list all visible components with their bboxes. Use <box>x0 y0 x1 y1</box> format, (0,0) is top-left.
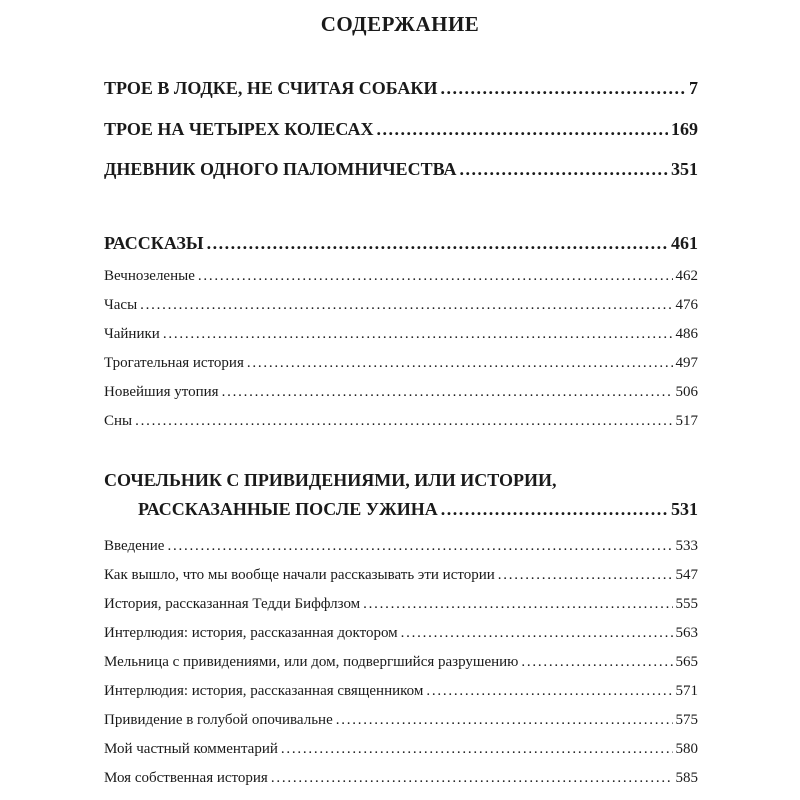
toc-entry-page: 486 <box>675 326 698 342</box>
toc-entry-minor[interactable] <box>104 413 698 430</box>
toc-section-title-line1[interactable]: СОЧЕЛЬНИК С ПРИВИДЕНИЯМИ, ИЛИ ИСТОРИИ, <box>104 470 557 490</box>
toc-entry-major[interactable] <box>104 159 698 180</box>
dot-leader <box>441 499 668 520</box>
dot-leader <box>498 567 673 584</box>
toc-entry-page: 517 <box>675 413 698 429</box>
toc-entry-page: 7 <box>689 78 698 98</box>
toc-entry-page: 476 <box>675 297 698 313</box>
toc-entry-minor[interactable] <box>104 625 698 642</box>
toc-entry-title: Чайники <box>104 326 160 342</box>
toc-entry-title: Мой частный комментарий <box>104 741 278 757</box>
dot-leader <box>440 78 686 99</box>
toc-entry-page: 533 <box>675 538 698 554</box>
toc-entry-minor[interactable] <box>104 741 698 758</box>
toc-entry-minor[interactable] <box>104 326 698 343</box>
toc-entry-page: 506 <box>675 384 698 400</box>
dot-leader <box>198 268 673 285</box>
toc-entry-minor[interactable] <box>104 268 698 285</box>
dot-leader <box>140 297 672 314</box>
toc-section-christmas[interactable] <box>138 499 698 520</box>
toc-entry-title: Моя собственная история <box>104 770 268 786</box>
dot-leader <box>163 326 673 343</box>
toc-entry-title: Как вышло, что мы вообще начали рассказывать эти истории <box>104 567 495 583</box>
toc-entry-title: Новейшия утопия <box>104 384 219 400</box>
toc-entry-page: 351 <box>671 159 698 179</box>
toc-entry-page: 585 <box>675 770 698 786</box>
dot-leader <box>377 119 668 140</box>
dot-leader <box>521 654 672 671</box>
toc-entry-page: 555 <box>675 596 698 612</box>
toc-entry-minor[interactable] <box>104 355 698 372</box>
dot-leader <box>222 384 673 401</box>
toc-entry-minor[interactable] <box>104 567 698 584</box>
toc-entry-page: 169 <box>671 119 698 139</box>
toc-section-title: РАССКАЗЫ <box>104 233 204 253</box>
toc-entry-page: 575 <box>675 712 698 728</box>
dot-leader <box>426 683 672 700</box>
dot-leader <box>336 712 673 729</box>
toc-entry-title: Интерлюдия: история, рассказанная священником <box>104 683 424 699</box>
toc-entry-minor[interactable] <box>104 297 698 314</box>
toc-entry-title: ДНЕВНИК ОДНОГО ПАЛОМНИЧЕСТВА <box>104 159 457 179</box>
toc-entry-minor[interactable] <box>104 654 698 671</box>
toc-entry-minor[interactable] <box>104 538 698 555</box>
toc-entry-major[interactable] <box>104 119 698 140</box>
dot-leader <box>363 596 672 613</box>
toc-entry-minor[interactable] <box>104 384 698 401</box>
toc-entry-title: Мельница с привидениями, или дом, подвергшийся разрушению <box>104 654 519 670</box>
toc-entry-page: 565 <box>675 654 698 670</box>
toc-entry-title: История, рассказанная Тедди Биффлзом <box>104 596 361 612</box>
dot-leader <box>459 159 668 180</box>
toc-entry-page: 571 <box>675 683 698 699</box>
toc-entry-page: 563 <box>675 625 698 641</box>
toc-entry-title: Трогательная история <box>104 355 244 371</box>
dot-leader <box>135 413 672 430</box>
toc-entry-page: 497 <box>675 355 698 371</box>
toc-entry-title: Интерлюдия: история, рассказанная доктором <box>104 625 398 641</box>
toc-section-stories[interactable] <box>104 233 698 254</box>
toc-entry-title: ТРОЕ НА ЧЕТЫРЕХ КОЛЕСАХ <box>104 119 374 139</box>
toc-entry-title: Введение <box>104 538 165 554</box>
toc-entry-minor[interactable] <box>104 683 698 700</box>
toc-entry-page: 580 <box>675 741 698 757</box>
page-title: СОДЕРЖАНИЕ <box>320 12 480 36</box>
toc-entry-title: ТРОЕ В ЛОДКЕ, НЕ СЧИТАЯ СОБАКИ <box>104 78 438 98</box>
toc-entry-title: Сны <box>104 413 133 429</box>
toc-section-page: 461 <box>671 233 698 253</box>
dot-leader <box>207 233 668 254</box>
toc-section-page: 531 <box>671 499 698 519</box>
toc-section-title: РАССКАЗАННЫЕ ПОСЛЕ УЖИНА <box>138 499 438 519</box>
dot-leader <box>271 770 673 787</box>
toc-entry-title: Привидение в голубой опочивальне <box>104 712 333 728</box>
toc-entry-minor[interactable] <box>104 596 698 613</box>
dot-leader <box>281 741 673 758</box>
toc-entry-minor[interactable] <box>104 770 698 787</box>
dot-leader <box>167 538 672 555</box>
dot-leader <box>247 355 673 372</box>
toc-entry-title: Вечнозеленые <box>104 268 195 284</box>
dot-leader <box>401 625 673 642</box>
toc-entry-minor[interactable] <box>104 712 698 729</box>
toc-entry-page: 462 <box>675 268 698 284</box>
toc-entry-title: Часы <box>104 297 138 313</box>
toc-entry-page: 547 <box>675 567 698 583</box>
toc-entry-major[interactable] <box>104 78 698 99</box>
